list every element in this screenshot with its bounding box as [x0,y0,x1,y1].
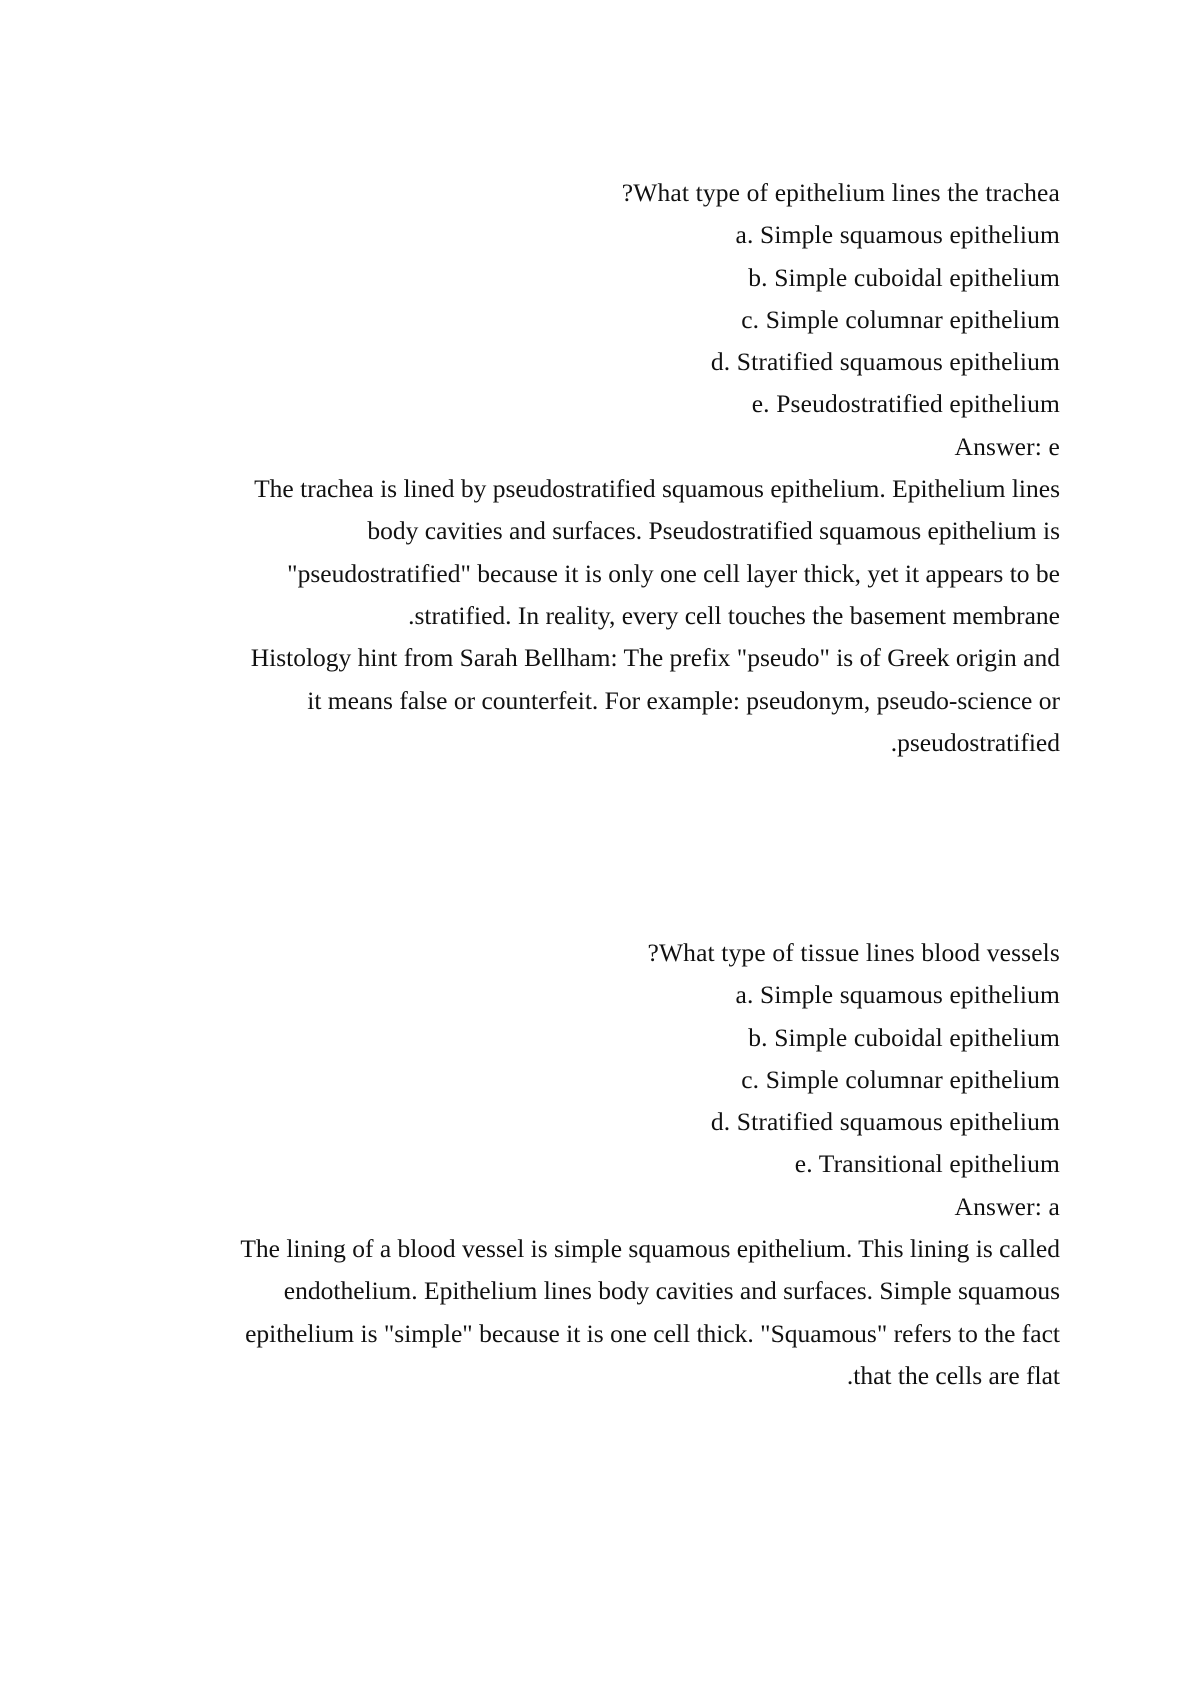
question-block-blood-vessels [140,932,1060,1397]
explanation-line: .that the cells are flat [846,1360,1060,1390]
option-e: e. Pseudostratified epithelium [751,389,1060,419]
explanation-line: The lining of a blood vessel is simple squamous epithelium. This lining is called [240,1234,1060,1264]
hint-line: it means false or counterfeit. For example: pseudonym, pseudo-science or [307,685,1060,715]
explanation-line: body cavities and surfaces. Pseudostratified squamous epithelium is [367,516,1060,546]
option-e: e. Transitional epithelium [794,1149,1060,1179]
option-a: a. Simple squamous epithelium [735,980,1060,1010]
explanation-line: .stratified. In reality, every cell touches the basement membrane [408,600,1060,630]
question-block-trachea [140,172,1060,764]
option-b: b. Simple cuboidal epithelium [748,262,1060,292]
hint-line: Histology hint from Sarah Bellham: The prefix "pseudo" is of Greek origin and [250,643,1060,673]
answer-text: Answer: e [954,431,1060,461]
option-d: d. Stratified squamous epithelium [710,347,1060,377]
question-text: ?What type of epithelium lines the trachea [621,178,1060,207]
answer-text: Answer: a [954,1191,1060,1221]
explanation-line: endothelium. Epithelium lines body cavities and surfaces. Simple squamous [283,1276,1060,1306]
question-text: ?What type of tissue lines blood vessels [647,938,1060,967]
option-c: c. Simple columnar epithelium [741,304,1060,334]
explanation-line: "pseudostratified" because it is only one cell layer thick, yet it appears to be [287,558,1060,588]
explanation-line: The trachea is lined by pseudostratified squamous epithelium. Epithelium lines [254,474,1060,504]
explanation-line: epithelium is "simple" because it is one cell thick. "Squamous" refers to the fact [245,1318,1060,1348]
option-c: c. Simple columnar epithelium [741,1064,1060,1094]
hint-line: .pseudostratified [890,727,1060,757]
option-d: d. Stratified squamous epithelium [710,1107,1060,1137]
option-a: a. Simple squamous epithelium [735,220,1060,250]
option-b: b. Simple cuboidal epithelium [748,1022,1060,1052]
